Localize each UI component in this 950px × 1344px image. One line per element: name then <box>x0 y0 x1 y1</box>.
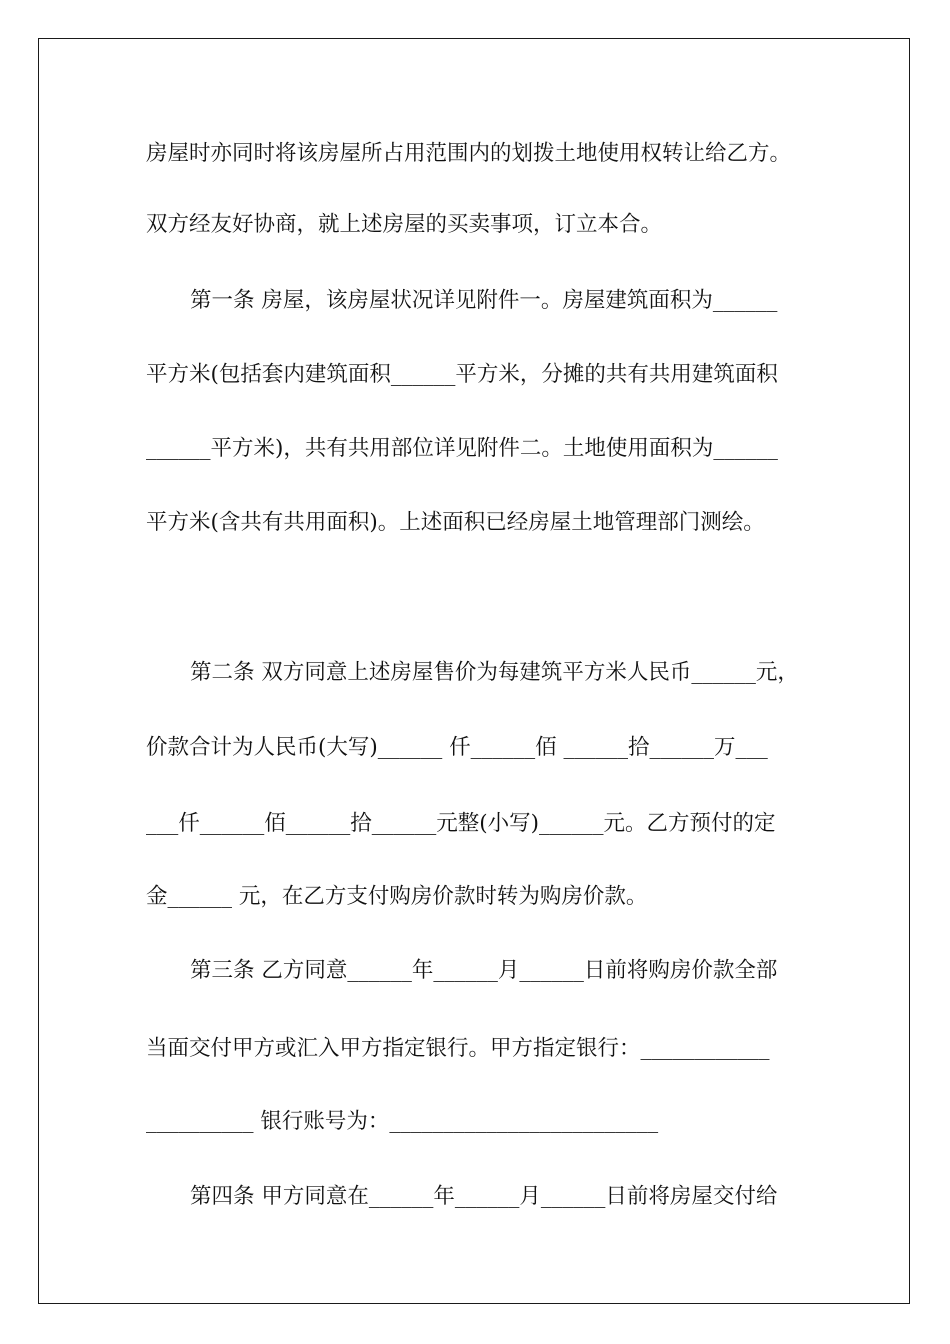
text-line-1: 房屋时亦同时将该房屋所占用范围内的划拨土地使用权转让给乙方。 <box>146 141 792 166</box>
text-line-12: 当面交付甲方或汇入甲方指定银行。甲方指定银行：____________ <box>146 1036 770 1061</box>
article-1-heading-line: 第一条 房屋，该房屋状况详见附件一。房屋建筑面积为______ <box>190 288 778 313</box>
text-line-13: __________ 银行账号为：_________________________ <box>146 1109 659 1134</box>
article-2-heading-line: 第二条 双方同意上述房屋售价为每建筑平方米人民币______元， <box>190 660 799 685</box>
article-3-heading-line: 第三条 乙方同意______年______月______日前将购房价款全部 <box>190 958 778 983</box>
text-line-9: ___仟______佰______拾______元整(小写)______元。乙方预付的定 <box>146 811 776 836</box>
text-line-4: 平方米(包括套内建筑面积______平方米，分摊的共有共用建筑面积 <box>146 362 778 387</box>
text-line-8: 价款合计为人民币(大写)______ 仟______佰 ______拾______万___ <box>146 735 768 760</box>
text-line-5: ______平方米)，共有共用部位详见附件二。土地使用面积为______ <box>146 436 778 461</box>
article-4-heading-line: 第四条 甲方同意在______年______月______日前将房屋交付给 <box>190 1184 778 1209</box>
text-line-10: 金______ 元，在乙方支付购房价款时转为购房价款。 <box>146 884 648 909</box>
text-line-6: 平方米(含共有共用面积)。上述面积已经房屋土地管理部门测绘。 <box>146 510 765 535</box>
text-line-2: 双方经友好协商，就上述房屋的买卖事项，订立本合。 <box>146 212 663 237</box>
